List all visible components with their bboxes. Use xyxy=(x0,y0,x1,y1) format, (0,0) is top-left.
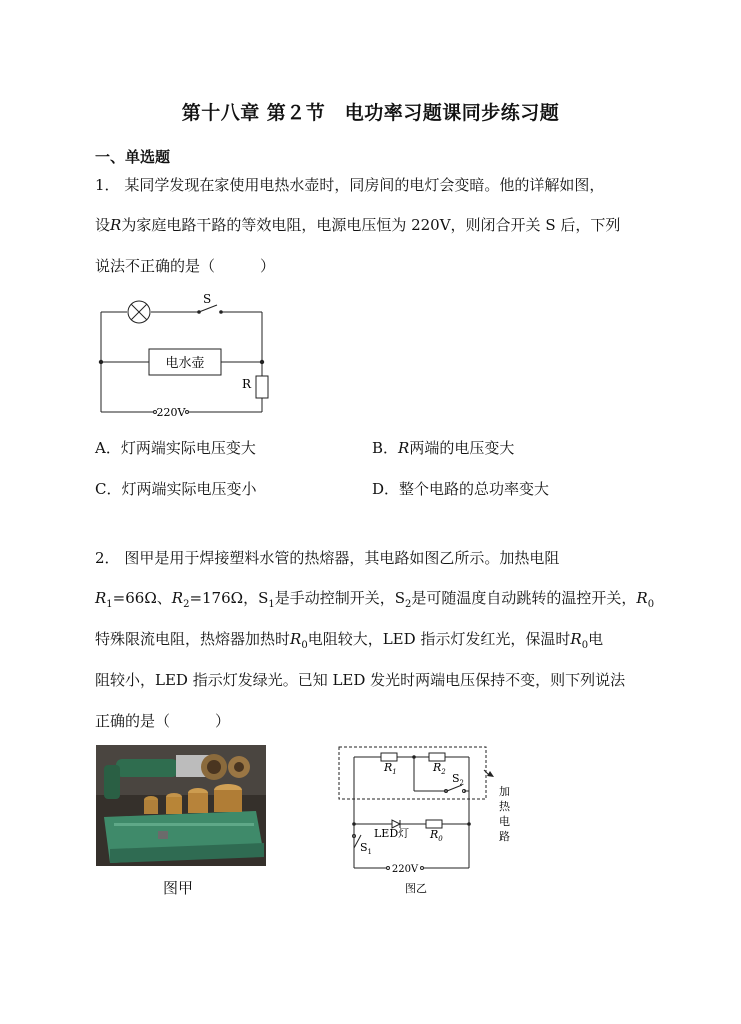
welder-illustration xyxy=(96,745,266,866)
q1-option-c[interactable]: C．灯两端实际电压变小 xyxy=(95,480,257,498)
q1-stem-line1: 某同学发现在家使用电热水壶时，同房间的电灯会变暗。他的详解如图， xyxy=(124,176,605,194)
heating-label-2: 热 xyxy=(499,800,510,813)
option-text: B． xyxy=(372,439,399,457)
q1-switch-label: S xyxy=(203,292,212,306)
r2-label: $R_2$ xyxy=(433,761,446,776)
heat-fusion-welder-photo xyxy=(96,745,266,866)
q2-line4: 阻较小，LED 指示灯发绿光。已知 LED 发光时两端电压保持不变，则下列说法 xyxy=(95,671,626,689)
q2-number: 2． xyxy=(95,549,120,567)
r0-label: $R_0$ xyxy=(430,828,443,843)
q2-sub: 1 xyxy=(106,599,113,610)
q2-sub: 2 xyxy=(405,599,412,610)
q2-sub: 1 xyxy=(268,599,275,610)
led-label: LED灯 xyxy=(374,827,410,840)
heating-label-3: 电 xyxy=(499,815,510,828)
q2-line5: 正确的是（ ） xyxy=(95,712,231,730)
q2-line1 xyxy=(95,547,559,568)
q1-number: 1． xyxy=(95,176,120,194)
q1-line1 xyxy=(95,174,604,195)
q2-sub: 0 xyxy=(301,640,308,651)
r1-label: $R_1$ xyxy=(384,761,397,776)
section-heading: 一、单选题 xyxy=(95,148,171,166)
q2-text: 电阻较大，LED 指示灯发红光，保温时 xyxy=(307,630,571,648)
q2-text: 特殊限流电阻，热熔器加热时 xyxy=(95,630,291,648)
q1-option-d[interactable]: D．整个电路的总功率变大 xyxy=(372,480,550,498)
q1-circuit-diagram xyxy=(95,290,275,420)
q1-voltage-label: 220V xyxy=(156,406,186,419)
q2-text: 是手动控制开关， xyxy=(274,589,395,607)
q2-symbol: S xyxy=(258,589,269,607)
heating-label-4: 路 xyxy=(499,830,510,843)
option-symbol: R xyxy=(398,439,410,457)
q2-symbol: S xyxy=(394,589,406,607)
q2-line3 xyxy=(95,628,603,651)
q2-sub: 2 xyxy=(183,599,190,610)
s2-label: $S_2$ xyxy=(452,772,465,787)
q1-line3: 说法不正确的是（ ） xyxy=(95,257,276,275)
s1-label: $S_1$ xyxy=(360,841,373,856)
q2-symbol: R xyxy=(95,589,107,607)
q1-kettle-label: 电水壶 xyxy=(165,356,205,371)
q2-symbol: R xyxy=(171,589,184,607)
q2-line2 xyxy=(95,587,654,610)
q1-line2 xyxy=(95,214,620,235)
q1-option-a[interactable]: A．灯两端实际电压变大 xyxy=(95,439,256,457)
q2-symbol: R xyxy=(290,630,302,648)
heating-label-1: 加 xyxy=(499,785,510,798)
q2-text: 是可随温度自动跳转的温控开关， xyxy=(411,589,637,607)
q2-text: =66Ω、 xyxy=(112,589,172,607)
figure-b-caption: 图乙 xyxy=(405,882,427,895)
q2-symbol: R xyxy=(570,630,582,648)
figure-a-caption: 图甲 xyxy=(163,879,194,897)
q2-sub: 0 xyxy=(647,599,655,610)
q1-symbol-r: R xyxy=(110,216,122,234)
q2-text: 电 xyxy=(588,630,604,648)
page-title: 第十八章 第２节 电功率习题课同步练习题 xyxy=(181,102,560,124)
q2-sub: 0 xyxy=(581,640,589,651)
q2-circuit-diagram xyxy=(330,740,530,900)
q2-voltage-label: 220V xyxy=(391,864,419,875)
option-text: 两端的电压变大 xyxy=(409,439,515,457)
q2-stem-line1: 图甲是用于焊接塑料水管的热熔器，其电路如图乙所示。加热电阻 xyxy=(124,549,560,567)
q2-symbol: R xyxy=(636,589,648,607)
q1-text: 为家庭电路干路的等效电阻，电源电压恒为 220V，则闭合开关 S 后，下列 xyxy=(121,216,621,234)
q1-option-b[interactable] xyxy=(372,437,514,458)
q2-text: =176Ω， xyxy=(189,589,259,607)
q1-resistor-label: R xyxy=(242,377,252,391)
q1-text: 设 xyxy=(95,216,111,234)
